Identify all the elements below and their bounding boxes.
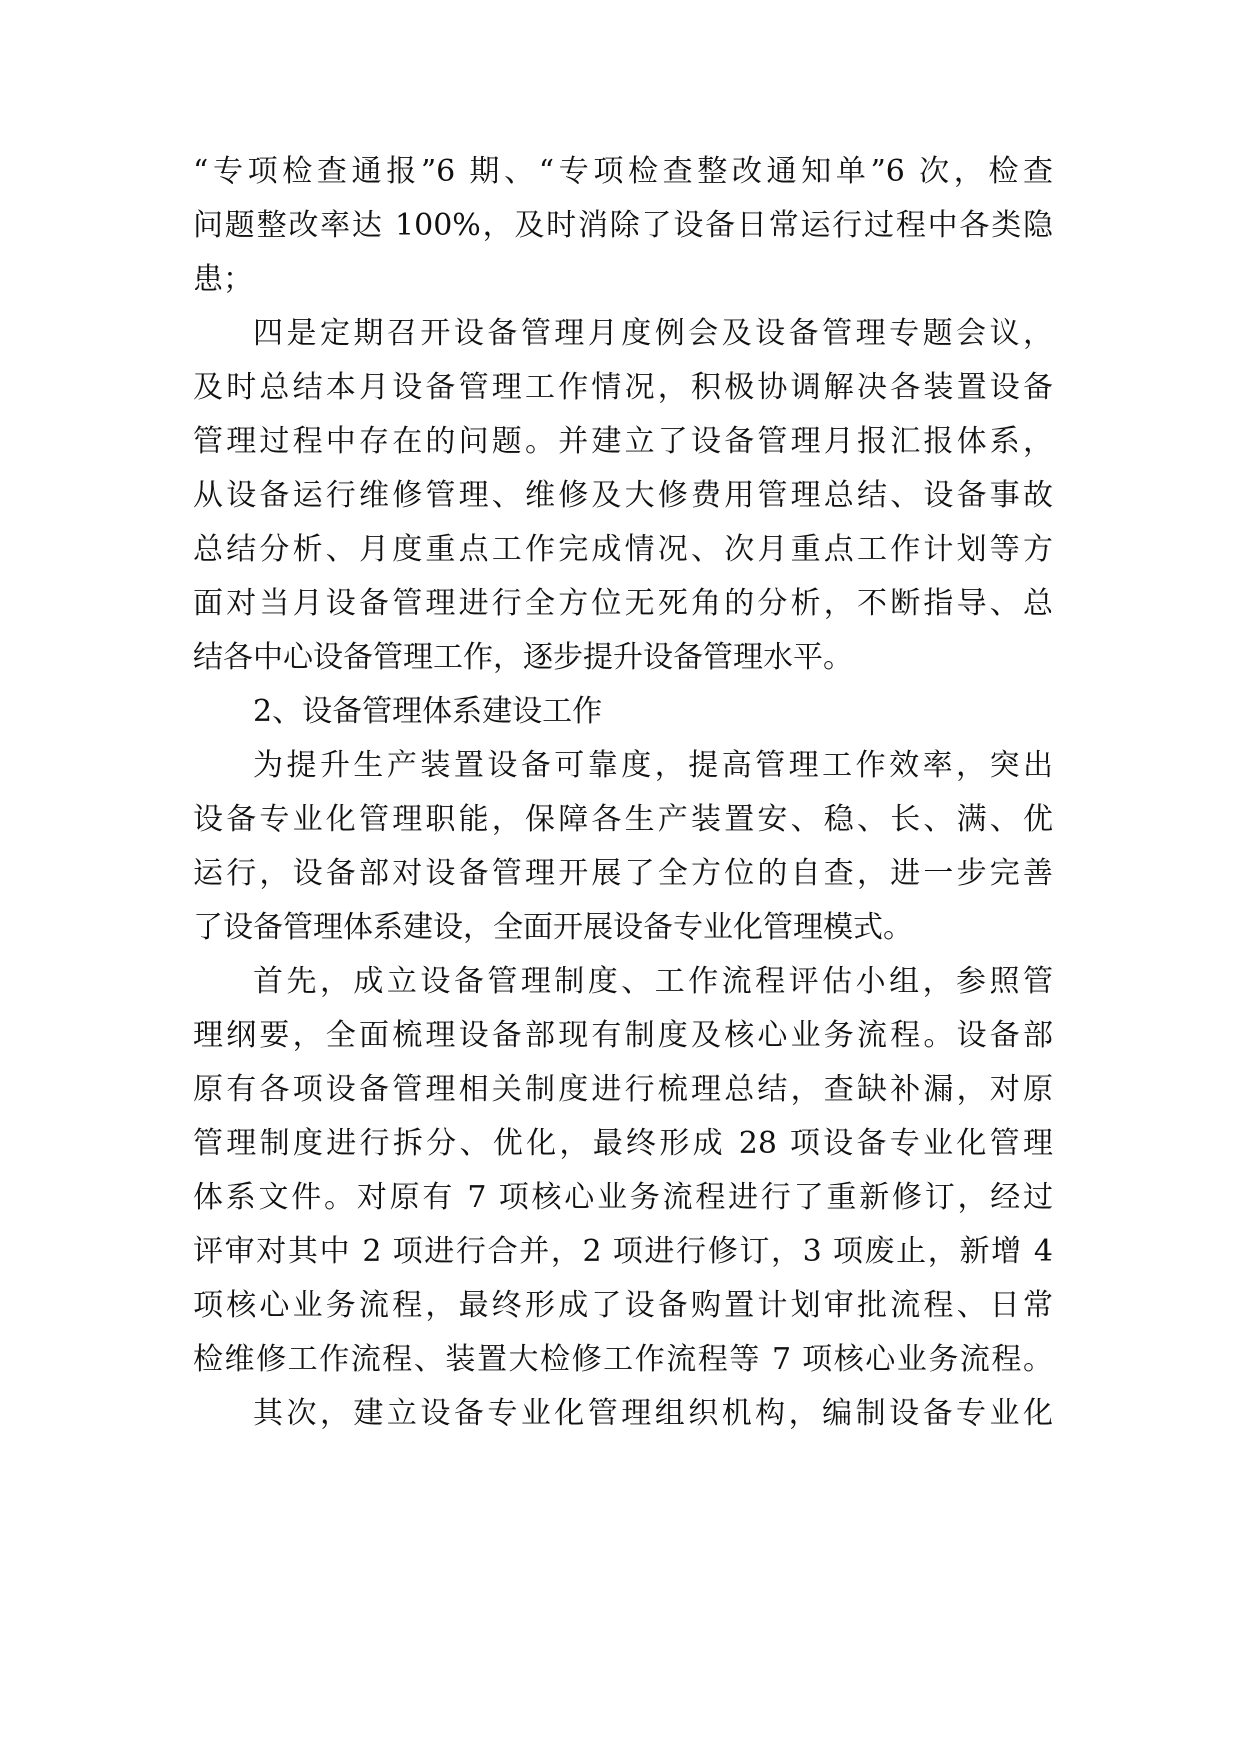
paragraph-start-line: 四是定期召开设备管理月度例会及设备管理专题会议， xyxy=(253,316,1053,351)
text-line: 管理制度进行拆分、优化，最终形成 28 项设备专业化管理 xyxy=(193,1126,1053,1161)
text-line: 理纲要，全面梳理设备部现有制度及核心业务流程。设备部 xyxy=(193,1018,1053,1053)
text-line: 原有各项设备管理相关制度进行梳理总结，查缺补漏，对原 xyxy=(193,1072,1053,1107)
text-line: 评审对其中 2 项进行合并，2 项进行修订，3 项废止，新增 4 xyxy=(193,1234,1053,1269)
paragraph-start-line: 首先，成立设备管理制度、工作流程评估小组，参照管 xyxy=(253,964,1053,999)
paragraph-start-line: 为提升生产装置设备可靠度，提高管理工作效率，突出 xyxy=(253,748,1053,783)
text-line: 及时总结本月设备管理工作情况，积极协调解决各装置设备 xyxy=(193,370,1053,405)
text-line: 问题整改率达 100%，及时消除了设备日常运行过程中各类隐 xyxy=(193,208,1053,243)
text-line: 检维修工作流程、装置大检修工作流程等 7 项核心业务流程。 xyxy=(193,1342,1053,1377)
text-line: 面对当月设备管理进行全方位无死角的分析，不断指导、总 xyxy=(193,586,1053,621)
text-line: 总结分析、月度重点工作完成情况、次月重点工作计划等方 xyxy=(193,532,1053,567)
text-line: 结各中心设备管理工作，逐步提升设备管理水平。 xyxy=(193,640,853,675)
text-line: 体系文件。对原有 7 项核心业务流程进行了重新修订，经过 xyxy=(193,1180,1053,1215)
text-line: 管理过程中存在的问题。并建立了设备管理月报汇报体系， xyxy=(193,424,1053,459)
section-heading: 2、设备管理体系建设工作 xyxy=(253,694,603,729)
text-line: “专项检查通报”6 期、“专项检查整改通知单”6 次，检查 xyxy=(193,154,1053,189)
text-line: 运行，设备部对设备管理开展了全方位的自查，进一步完善 xyxy=(193,856,1053,891)
text-line: 患； xyxy=(193,262,253,297)
text-line: 了设备管理体系建设，全面开展设备专业化管理模式。 xyxy=(193,910,913,945)
text-line: 从设备运行维修管理、维修及大修费用管理总结、设备事故 xyxy=(193,478,1053,513)
text-line: 设备专业化管理职能，保障各生产装置安、稳、长、满、优 xyxy=(193,802,1053,837)
paragraph-start-line: 其次，建立设备专业化管理组织机构，编制设备专业化 xyxy=(253,1396,1053,1431)
text-line: 项核心业务流程，最终形成了设备购置计划审批流程、日常 xyxy=(193,1288,1053,1323)
